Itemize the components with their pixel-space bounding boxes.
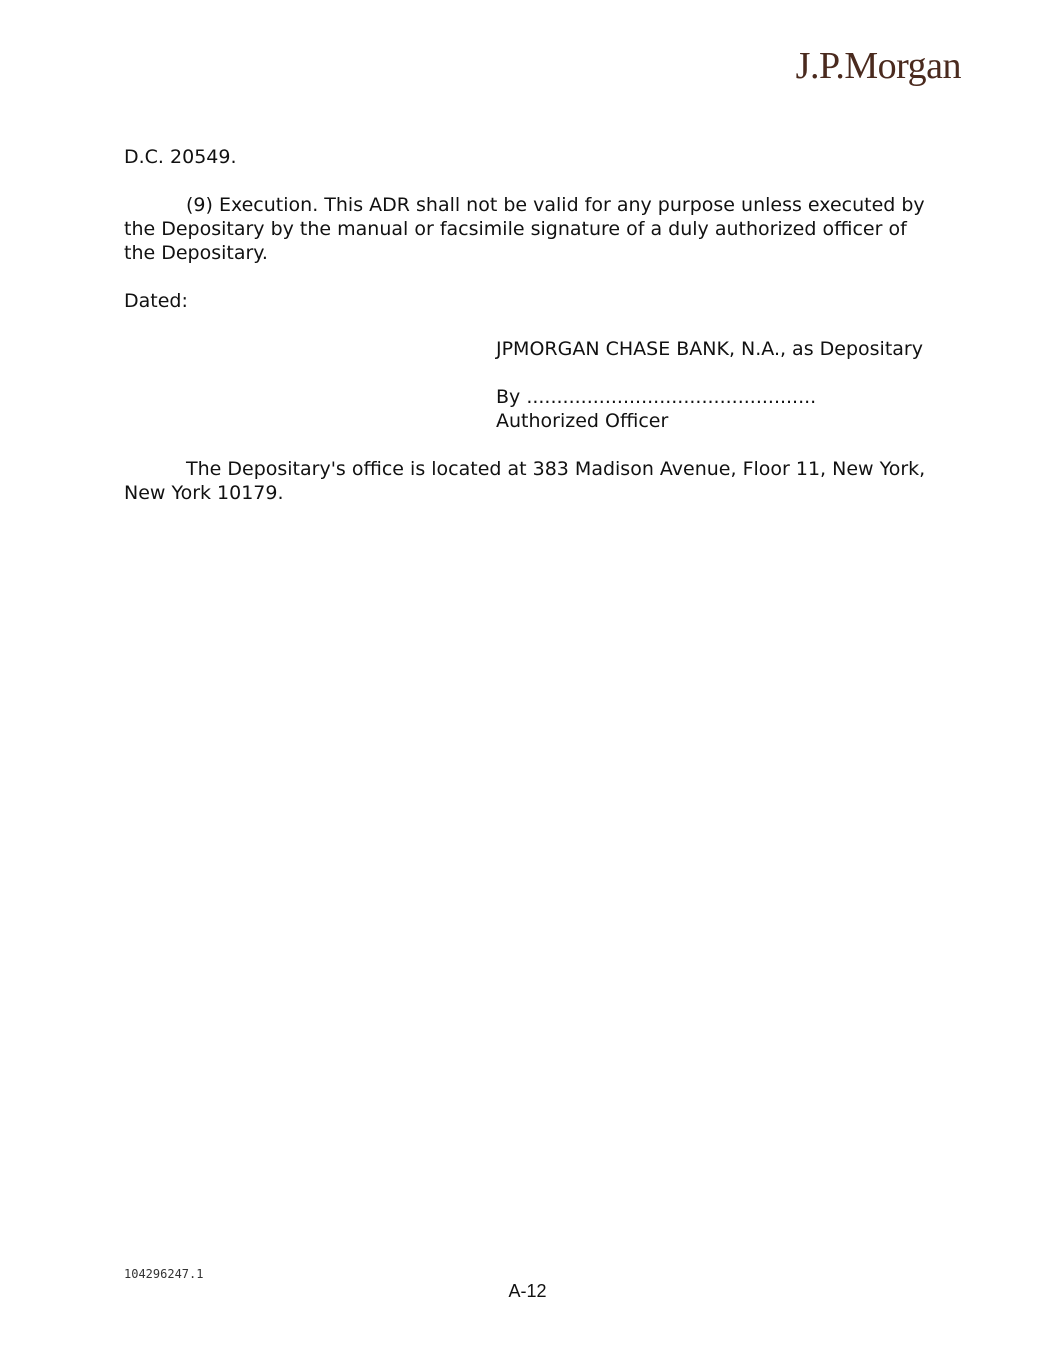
officer-title: Authorized Officer — [496, 410, 669, 432]
depositary-name: JPMORGAN CHASE BANK, N.A., as Depositary — [496, 338, 923, 360]
execution-text: (9) Execution. This ADR shall not be valid for any purpose unless executed by the Depositary by the manual or facsimile signature of a duly authorized officer of the Depositary. — [124, 194, 925, 264]
execution-paragraph — [124, 193, 934, 265]
document-id: 104296247.1 — [124, 1267, 204, 1281]
office-paragraph — [124, 457, 934, 505]
jpmorgan-logo: J.P.Morgan — [795, 45, 961, 87]
office-text: The Depositary's office is located at 383 Madison Avenue, Floor 11, New York, New York 10179. — [124, 458, 926, 504]
dc-line: D.C. 20549. — [124, 146, 237, 168]
dated-label: Dated: — [124, 290, 188, 312]
signature-by-line: By ................................................ — [496, 386, 817, 408]
page-number: A-12 — [508, 1281, 547, 1301]
